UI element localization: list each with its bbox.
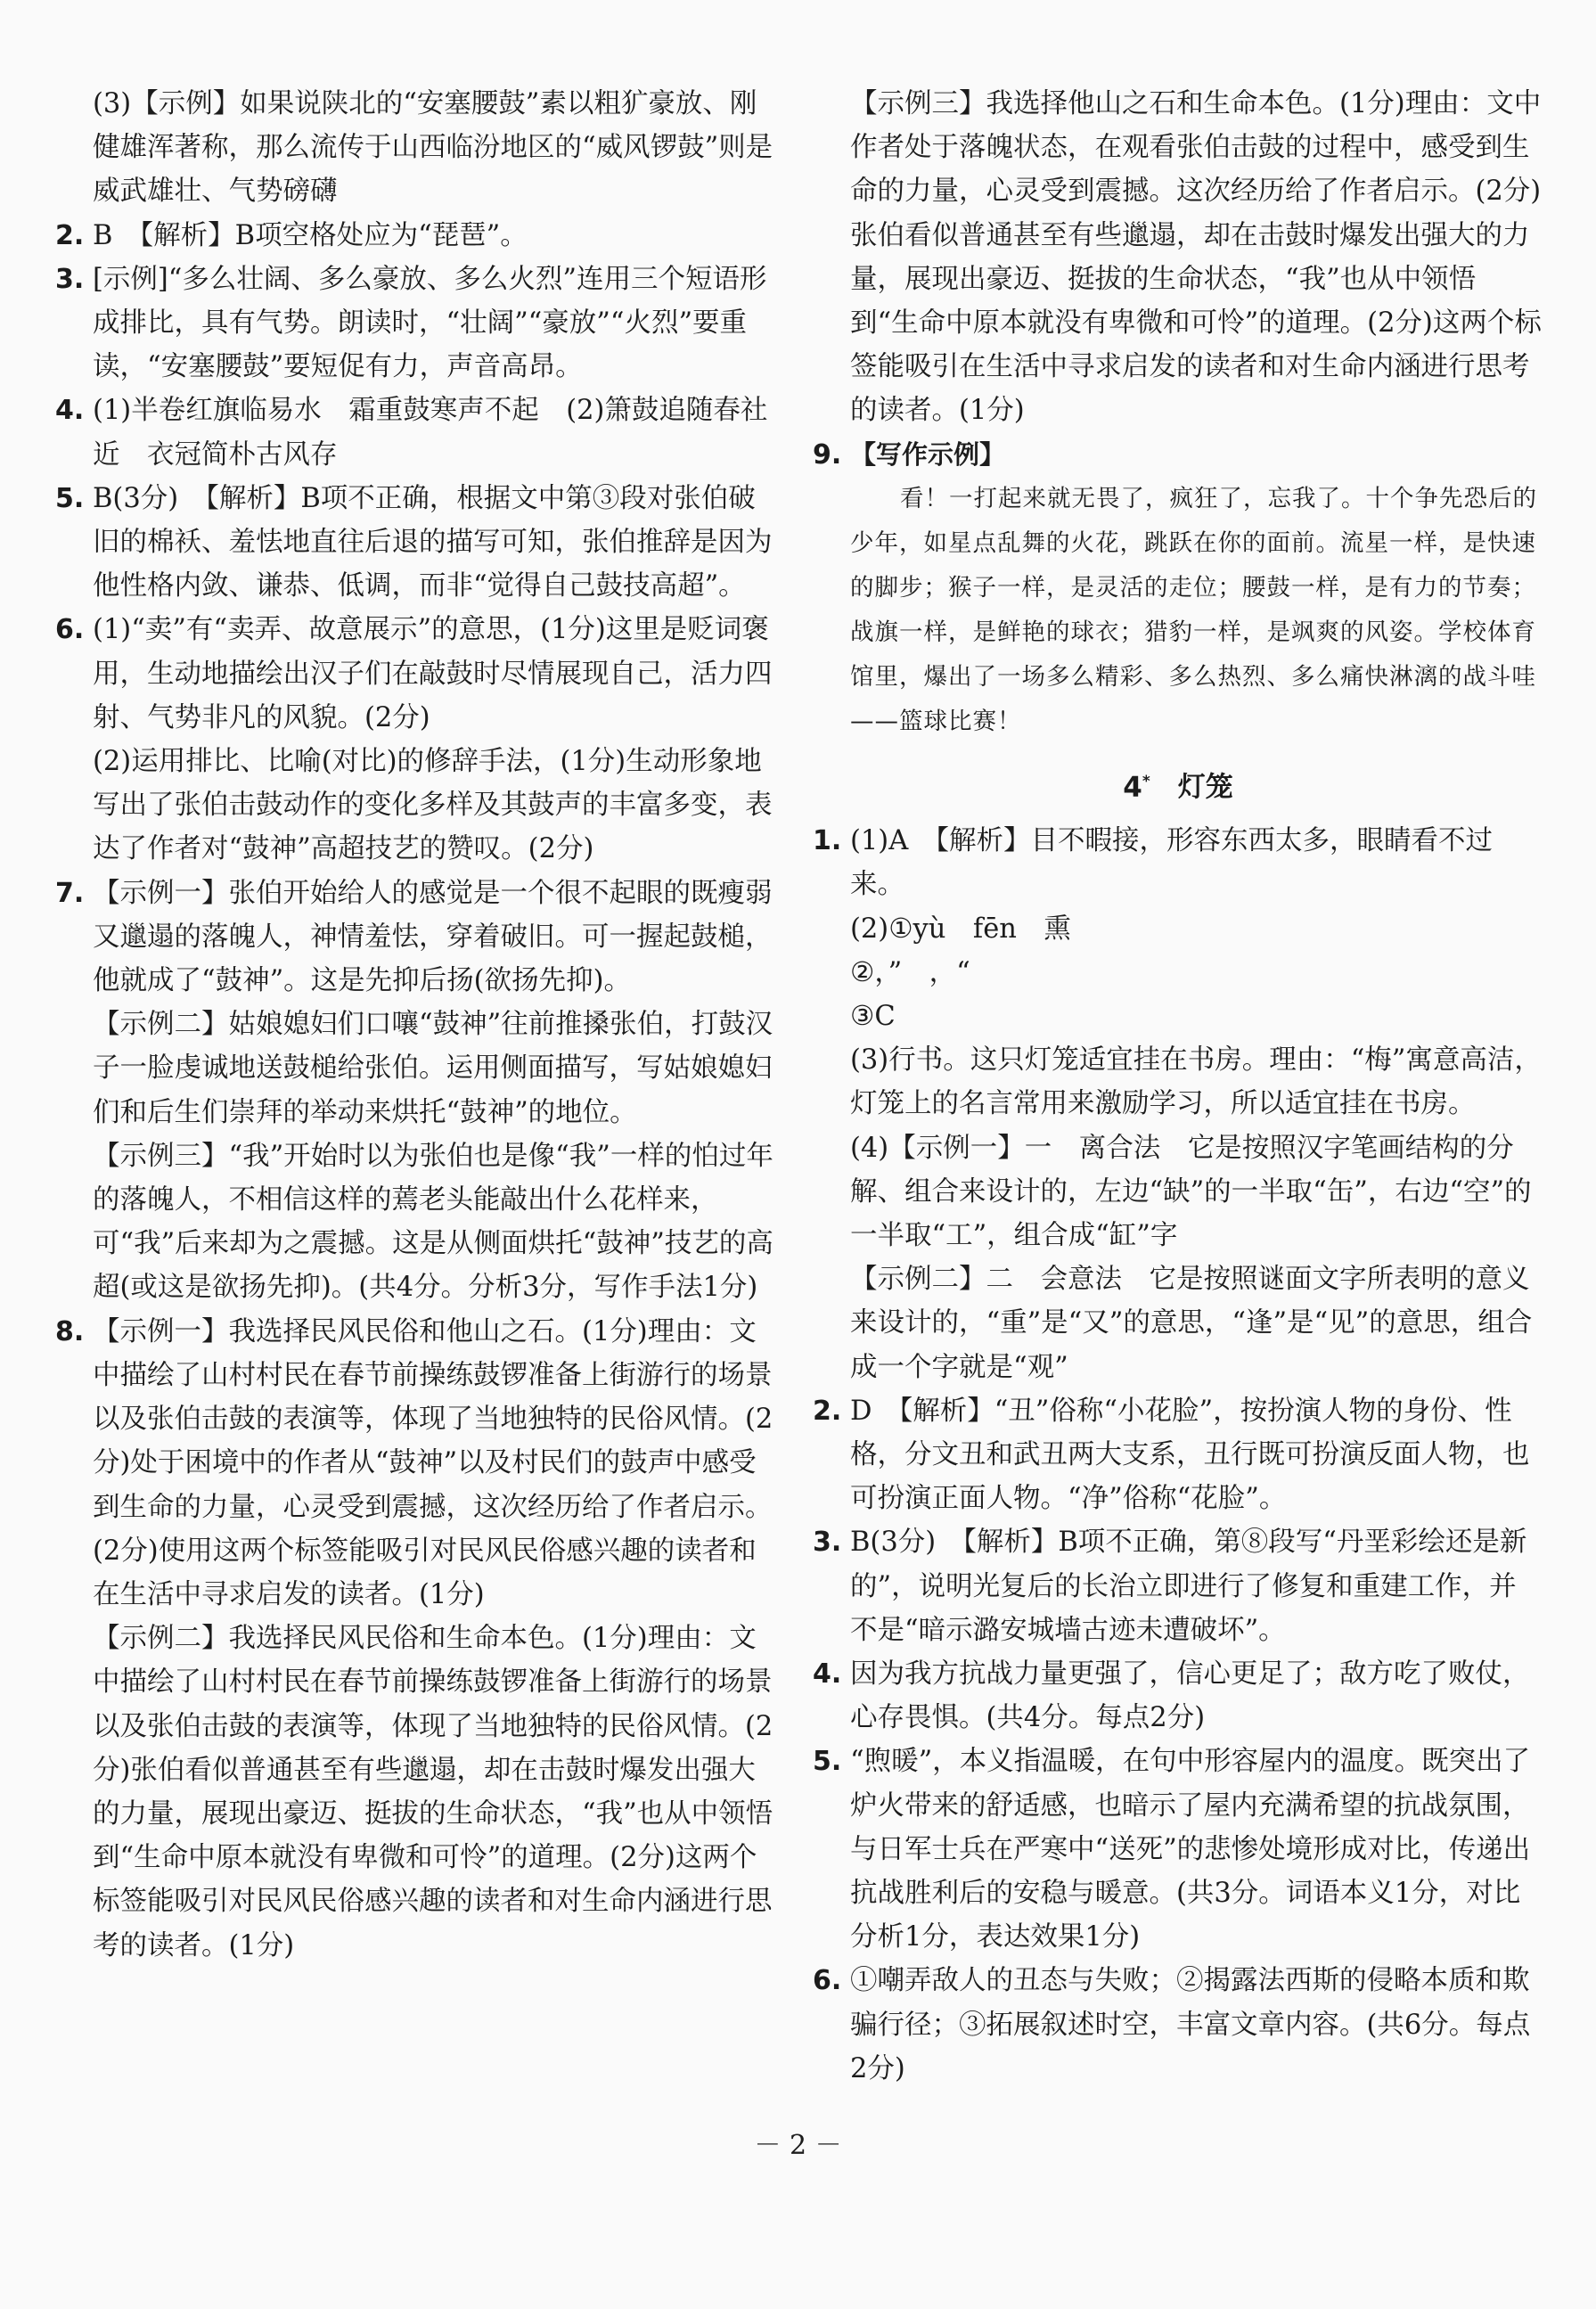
- answer-item: [55, 258, 775, 389]
- question-number: 6.: [813, 1965, 842, 1997]
- answer-text: 因为我方抗战力量更强了，信心更足了；敌方吃了败仗，心存畏惧。(共4分。每点2分): [850, 1658, 1530, 1734]
- answer-item: [55, 477, 775, 609]
- answer-continuation: [813, 82, 1543, 433]
- answer-continuation: [813, 1126, 1543, 1258]
- answer-continuation: [55, 740, 775, 872]
- answer-text: 【示例二】二 会意法 它是按照谜面文字所表明的意义来设计的，“重”是“又”的意思，“逢”是“见”的意思，组合成一个字就是“观”: [850, 1264, 1533, 1383]
- question-number: 4.: [55, 395, 85, 427]
- question-number: 5.: [55, 482, 85, 514]
- question-number: 2.: [55, 219, 85, 251]
- left-column: [55, 82, 775, 1968]
- answer-continuation: [813, 1038, 1543, 1126]
- answer-text: ①嘲弄敌人的丑态与失败；②揭露法西斯的侵略本质和欺骗行径；③拓展叙述时空，丰富文章内容。(共6分。每点2分): [850, 1965, 1531, 2084]
- question-number: 2.: [813, 1395, 842, 1427]
- answer-item: [55, 214, 775, 258]
- answer-item: [813, 1740, 1543, 1959]
- answer-text: B(3分) 【解析】B项不正确，根据文中第③段对张伯破旧的棉袄、羞怯地直往后退的描写可知，张伯推辞是因为他性格内敛、谦恭、低调，而非“觉得自己鼓技高超”。: [93, 482, 773, 602]
- question-number: 3.: [55, 263, 85, 295]
- answer-continuation: [55, 1003, 775, 1134]
- answer-text: (2)运用排比、比喻(对比)的修辞手法，(1分)生动形象地写出了张伯击鼓动作的变化多样及其鼓声的丰富多变，表达了作者对“鼓神”高超技艺的赞叹。(2分): [93, 746, 773, 865]
- section-star: *: [1142, 772, 1150, 790]
- answer-item: [55, 608, 775, 740]
- answer-item: [813, 433, 1543, 477]
- answer-continuation: [813, 995, 1543, 1038]
- answer-text: 【示例二】我选择民风民俗和生命本色。(1分)理由：文中描绘了山村村民在春节前操练鼓锣准备上街游行的场景以及张伯击鼓的表演等，体现了当地独特的民俗风情。(2分)张伯看似普通甚至有些邋遢，却在击鼓时爆发出强大的力量，展现出豪迈、挺拔的生命状态，“我”也从中领悟到“生命中原本就没有卑微和可怜”的道理。(2分)这两个标签能吸引对民风民俗感兴趣的读者和对生命内涵进行思考的读者。(1分): [93, 1623, 773, 1961]
- question-number: 5.: [813, 1746, 842, 1778]
- answer-item: [813, 819, 1543, 906]
- answer-text: (1)“卖”有“卖弄、故意展示”的意思，(1分)这里是贬词褒用，生动地描绘出汉子们在敲鼓时尽情展现自己，活力四射、气势非凡的风貌。(2分): [93, 614, 773, 733]
- answer-text: [示例]“多么壮阔、多么豪放、多么火烈”连用三个短语形成排比，具有气势。朗读时，“壮阔”“豪放”“火烈”要重读，“安塞腰鼓”要短促有力，声音高昂。: [93, 263, 767, 383]
- answer-item: [55, 1310, 775, 1617]
- right-column-top: [813, 82, 1543, 477]
- question-number: 7.: [55, 877, 85, 909]
- answer-item: [55, 389, 775, 476]
- answer-item: [813, 1652, 1543, 1740]
- question-number: 6.: [55, 614, 85, 646]
- answer-text: (1)半卷红旗临易水 霜重鼓寒声不起 (2)箫鼓追随春社近 衣冠简朴古风存: [93, 395, 768, 471]
- question-number: 4.: [813, 1658, 842, 1691]
- answer-continuation: [813, 951, 1543, 995]
- answer-text: 【示例一】张伯开始给人的感觉是一个很不起眼的既瘦弱又邋遢的落魄人，神情羞怯，穿着破旧。可一握起鼓槌，他就成了“鼓神”。这是先抑后扬(欲扬先抑)。: [93, 877, 773, 997]
- writing-sample-essay: 看！一打起来就无畏了，疯狂了，忘我了。十个争先恐后的少年，如星点乱舞的火花，跳跃在你的面前。流星一样，是快速的脚步；猴子一样，是灵活的走位；腰鼓一样，是有力的节奏；战旗一样，是鲜艳的球衣；猎豹一样，是飒爽的风姿。学校体育馆里，爆出了一场多么精彩、多么热烈、多么痛快淋漓的战斗哇——篮球比赛！: [850, 484, 1537, 735]
- answer-continuation: [813, 1257, 1543, 1389]
- answer-text: D 【解析】“丑”俗称“小花脸”，按扮演人物的身份、性格，分文丑和武丑两大支系，丑行既可扮演反面人物，也可扮演正面人物。“净”俗称“花脸”。: [850, 1395, 1530, 1515]
- section-heading: [813, 755, 1543, 814]
- question-number: 9.: [813, 438, 842, 471]
- answer-tag: 【写作示例】: [850, 438, 1006, 470]
- answer-text: 【示例三】“我”开始时以为张伯也是像“我”一样的怕过年的落魄人，不相信这样的蔫老头能敲出什么花样来，可“我”后来却为之震撼。这是从侧面烘托“鼓神”技艺的高超(或这是欲扬先抑)。(共4分。分析3分，写作手法1分): [93, 1140, 773, 1304]
- answer-text: 【示例一】我选择民风民俗和他山之石。(1分)理由：文中描绘了山村村民在春节前操练鼓锣准备上街游行的场景以及张伯击鼓的表演等，体现了当地独特的民俗风情。(2分)处于困境中的作者从“鼓神”以及村民们的鼓声中感受到生命的力量，心灵受到震撼，这次经历给了作者启示。(2分)使用这两个标签能吸引对民风民俗感兴趣的读者和在生活中寻求启发的读者。(1分): [93, 1315, 773, 1610]
- section-number: 4: [1123, 771, 1142, 804]
- answer-item: [813, 1520, 1543, 1652]
- section-title-text: 灯笼: [1177, 771, 1233, 804]
- answer-text: “煦暖”，本义指温暖，在句中形容屋内的温度。既突出了炉火带来的舒适感，也暗示了屋内充满希望的抗战氛围，与日军士兵在严寒中“送死”的悲惨处境形成对比，传递出抗战胜利后的安稳与暖意。(共3分。词语本义1分，对比分析1分，表达效果1分): [850, 1746, 1531, 1953]
- answer-text: 【示例三】我选择他山之石和生命本色。(1分)理由：文中作者处于落魄状态，在观看张伯击鼓的过程中，感受到生命的力量，心灵受到震撼。这次经历给了作者启示。(2分)张伯看似普通甚至有些邋遢，却在击鼓时爆发出强大的力量，展现出豪迈、挺拔的生命状态，“我”也从中领悟到“生命中原本就没有卑微和可怜”的道理。(2分)这两个标签能吸引在生活中寻求启发的读者和对生命内涵进行思考的读者。(1分): [850, 88, 1542, 427]
- answer-text: (2)①yù fēn 熏: [850, 913, 1071, 945]
- answer-text: B 【解析】B项空格处应为“琵琶”。: [93, 219, 528, 251]
- answer-continuation: [813, 907, 1543, 951]
- answer-continuation: [55, 1134, 775, 1310]
- question-number: 8.: [55, 1315, 85, 1347]
- answer-text: (3)【示例】如果说陕北的“安塞腰鼓”素以粗犷豪放、刚健雄浑著称，那么流传于山西临汾地区的“威风锣鼓”则是威武雄壮、气势磅礴: [93, 88, 773, 208]
- answer-item: [55, 872, 775, 1003]
- question-number: 3.: [813, 1527, 842, 1559]
- question-number: 1.: [813, 825, 842, 857]
- answer-continuation: [55, 82, 775, 214]
- answer-text: ③C: [850, 1000, 896, 1032]
- right-column-bottom: [813, 819, 1543, 2091]
- answer-text: (1)A 【解析】目不暇接，形容东西太多，眼睛看不过来。: [850, 825, 1493, 901]
- answer-text: (4)【示例一】一 离合法 它是按照汉字笔画结构的分解、组合来设计的，左边“缺”的一半取“缶”，右边“空”的一半取“工”，组合成“缸”字: [850, 1132, 1532, 1251]
- answer-text: 【示例二】姑娘媳妇们口嚷“鼓神”往前推搡张伯，打鼓汉子一脸虔诚地送鼓槌给张伯。运用侧面描写，写姑娘媳妇们和后生们崇拜的举动来烘托“鼓神”的地位。: [93, 1009, 773, 1128]
- answer-text: B(3分) 【解析】B项不正确，第⑧段写“丹垩彩绘还是新的”，说明光复后的长治立即进行了修复和重建工作，并不是“暗示潞安城墙古迹未遭破坏”。: [850, 1527, 1527, 1646]
- answer-text: (3)行书。这只灯笼适宜挂在书房。理由：“梅”寓意高洁，灯笼上的名言常用来激励学习，所以适宜挂在书房。: [850, 1044, 1542, 1120]
- answer-item: [813, 1959, 1543, 2091]
- answer-text: ②，” ，“: [850, 956, 970, 988]
- answer-item: [813, 1389, 1543, 1521]
- answer-continuation: [55, 1617, 775, 1968]
- right-column: [813, 82, 1543, 2091]
- page-number: － 2 －: [754, 2130, 842, 2161]
